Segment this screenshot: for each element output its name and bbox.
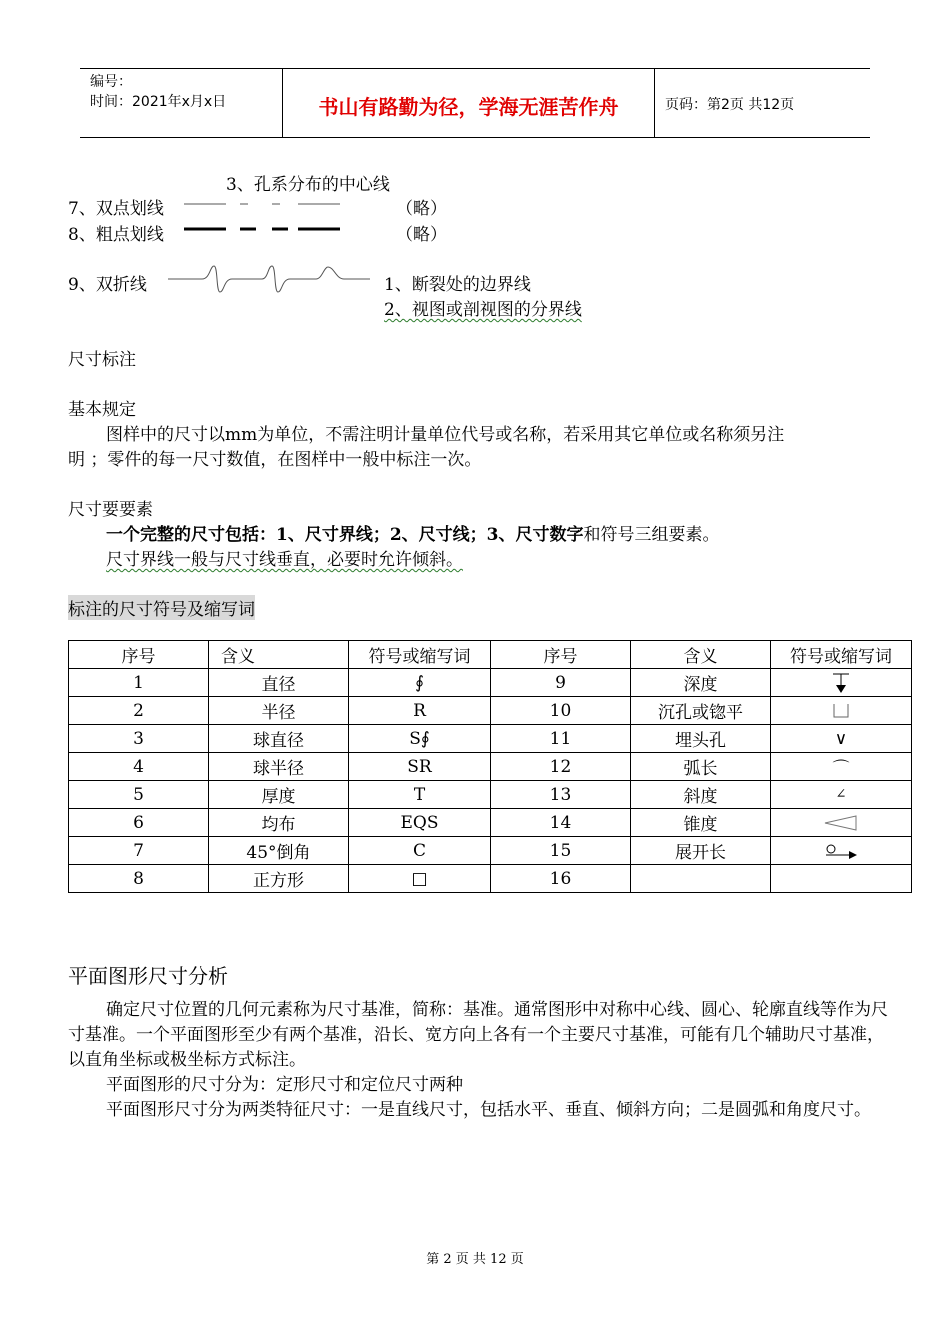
row-symbol: EQS bbox=[349, 809, 491, 837]
table-header: 序号 bbox=[69, 641, 209, 669]
header-meta-cell bbox=[80, 69, 283, 137]
row-number: 8 bbox=[69, 865, 209, 893]
row-meaning: 均布 bbox=[209, 809, 349, 837]
elements-para bbox=[106, 520, 720, 545]
row-symbol: ⌒ bbox=[771, 753, 912, 781]
row-number: 2 bbox=[69, 697, 209, 725]
table-header: 含义 bbox=[631, 641, 771, 669]
table-row bbox=[69, 725, 912, 753]
table-header: 符号或缩写词 bbox=[349, 641, 491, 669]
row-meaning: 厚度 bbox=[209, 781, 349, 809]
row-number: 11 bbox=[491, 725, 631, 753]
row-number: 7 bbox=[69, 837, 209, 865]
row-number: 5 bbox=[69, 781, 209, 809]
row-symbol: R bbox=[349, 697, 491, 725]
header-motto: 书山有路勤为径，学海无涯苦作舟 bbox=[318, 95, 619, 119]
row-symbol: SR bbox=[349, 753, 491, 781]
row-symbol-cell bbox=[771, 697, 912, 725]
row-number: 12 bbox=[491, 753, 631, 781]
row-symbol: ∨ bbox=[771, 725, 912, 753]
row-meaning: 45°倒角 bbox=[209, 837, 349, 865]
header-motto-cell bbox=[283, 69, 655, 137]
table-header: 含义 bbox=[209, 641, 349, 669]
row-number: 1 bbox=[69, 669, 209, 697]
row-meaning: 球直径 bbox=[209, 725, 349, 753]
row-meaning: 埋头孔 bbox=[631, 725, 771, 753]
table-header: 符号或缩写词 bbox=[771, 641, 912, 669]
thick-dot-line-sample bbox=[182, 223, 344, 235]
row-number: 9 bbox=[491, 669, 631, 697]
double-dot-line-label: 7、双点划线 bbox=[68, 199, 164, 219]
row-symbol-cell bbox=[771, 837, 912, 865]
header-number-label: 编号： bbox=[90, 74, 132, 90]
row-symbol-cell bbox=[771, 669, 912, 697]
row-meaning: 半径 bbox=[209, 697, 349, 725]
page-footer: 第 2 页 共 12 页 bbox=[426, 1252, 524, 1267]
row-symbol: C bbox=[349, 837, 491, 865]
row-meaning: 深度 bbox=[631, 669, 771, 697]
row-number: 13 bbox=[491, 781, 631, 809]
row-meaning: 沉孔或锪平 bbox=[631, 697, 771, 725]
table-row bbox=[69, 669, 912, 697]
table-row bbox=[69, 781, 912, 809]
header-time-label: 时间：2021年x月x日 bbox=[90, 94, 227, 110]
header-page-label: 页码：第2页 共12页 bbox=[665, 97, 795, 113]
row-meaning bbox=[631, 865, 771, 893]
row-number: 14 bbox=[491, 809, 631, 837]
elements-title: 尺寸要要素 bbox=[68, 500, 153, 520]
thick-dot-line-note: （略） bbox=[396, 225, 447, 245]
break-line-use-1: 1、断裂处的边界线 bbox=[384, 275, 531, 295]
row-number: 6 bbox=[69, 809, 209, 837]
plane-para-3: 平面图形尺寸分为两类特征尺寸：一是直线尺寸，包括水平、垂直、倾斜方向；二是圆弧和角度尺寸。 bbox=[106, 1100, 871, 1120]
symbols-table bbox=[68, 640, 912, 893]
table-row bbox=[69, 809, 912, 837]
break-line-use-2: 2、视图或剖视图的分界线 bbox=[384, 300, 582, 320]
double-dot-line-note: （略） bbox=[396, 199, 447, 219]
hole-center-line-text: 3、孔系分布的中心线 bbox=[226, 175, 390, 195]
row-symbol: ∮ bbox=[349, 669, 491, 697]
row-symbol: S∮ bbox=[349, 725, 491, 753]
table-row bbox=[69, 753, 912, 781]
row-symbol: □ bbox=[349, 865, 491, 893]
row-meaning: 斜度 bbox=[631, 781, 771, 809]
basic-rules-para-line2: 明 ；零件的每一尺寸数值，在图样中一般中标注一次。 bbox=[68, 450, 482, 470]
basic-rules-title: 基本规定 bbox=[68, 400, 136, 420]
row-symbol-cell bbox=[771, 809, 912, 837]
row-meaning: 球半径 bbox=[209, 753, 349, 781]
table-row bbox=[69, 837, 912, 865]
page-header bbox=[80, 68, 870, 138]
elements-para-2: 尺寸界线一般与尺寸线垂直，必要时允许倾斜。 bbox=[106, 550, 463, 570]
row-meaning: 正方形 bbox=[209, 865, 349, 893]
symbols-title: 标注的尺寸符号及缩写词 bbox=[68, 595, 255, 620]
depth-symbol-icon bbox=[831, 672, 851, 694]
row-meaning: 弧长 bbox=[631, 753, 771, 781]
developed-length-symbol-icon bbox=[823, 842, 859, 860]
break-line-label: 9、双折线 bbox=[68, 275, 147, 295]
row-meaning: 锥度 bbox=[631, 809, 771, 837]
plane-para-2: 平面图形的尺寸分为：定形尺寸和定位尺寸两种 bbox=[106, 1075, 463, 1095]
row-symbol: ∠ bbox=[771, 781, 912, 809]
table-header: 序号 bbox=[491, 641, 631, 669]
break-line-sample bbox=[166, 262, 372, 294]
row-meaning: 展开长 bbox=[631, 837, 771, 865]
plane-section-title: 平面图形尺寸分析 bbox=[68, 964, 228, 988]
table-row bbox=[69, 865, 912, 893]
table-header-row bbox=[69, 641, 912, 669]
double-dot-line-sample bbox=[182, 198, 344, 210]
row-number: 15 bbox=[491, 837, 631, 865]
dimension-title: 尺寸标注 bbox=[68, 350, 136, 370]
header-page-cell bbox=[655, 69, 870, 137]
row-number: 16 bbox=[491, 865, 631, 893]
row-number: 3 bbox=[69, 725, 209, 753]
row-number: 10 bbox=[491, 697, 631, 725]
basic-rules-para-line1: 图样中的尺寸以mm为单位，不需注明计量单位代号或名称，若采用其它单位或名称须另注 bbox=[106, 425, 785, 445]
thick-dot-line-label: 8、粗点划线 bbox=[68, 225, 164, 245]
elements-bold-text: 一个完整的尺寸包括：1、尺寸界线；2、尺寸线；3、尺寸数字 bbox=[106, 525, 584, 545]
counterbore-symbol-icon bbox=[831, 702, 851, 720]
taper-symbol-icon bbox=[823, 814, 859, 832]
row-symbol bbox=[771, 865, 912, 893]
row-number: 4 bbox=[69, 753, 209, 781]
plane-para-1: 确定尺寸位置的几何元素称为尺寸基准，简称：基准。通常图形中对称中心线、圆心、轮廓直线等作为尺寸基准。一个平面图形至少有两个基准，沿长、宽方向上各有一个主要尺寸基准，可能有几个辅助尺寸基准，以直角坐标或极坐标方式标注。 bbox=[68, 1000, 888, 1070]
table-row bbox=[69, 697, 912, 725]
row-symbol: T bbox=[349, 781, 491, 809]
row-meaning: 直径 bbox=[209, 669, 349, 697]
elements-tail-text: 和符号三组要素。 bbox=[583, 525, 720, 545]
